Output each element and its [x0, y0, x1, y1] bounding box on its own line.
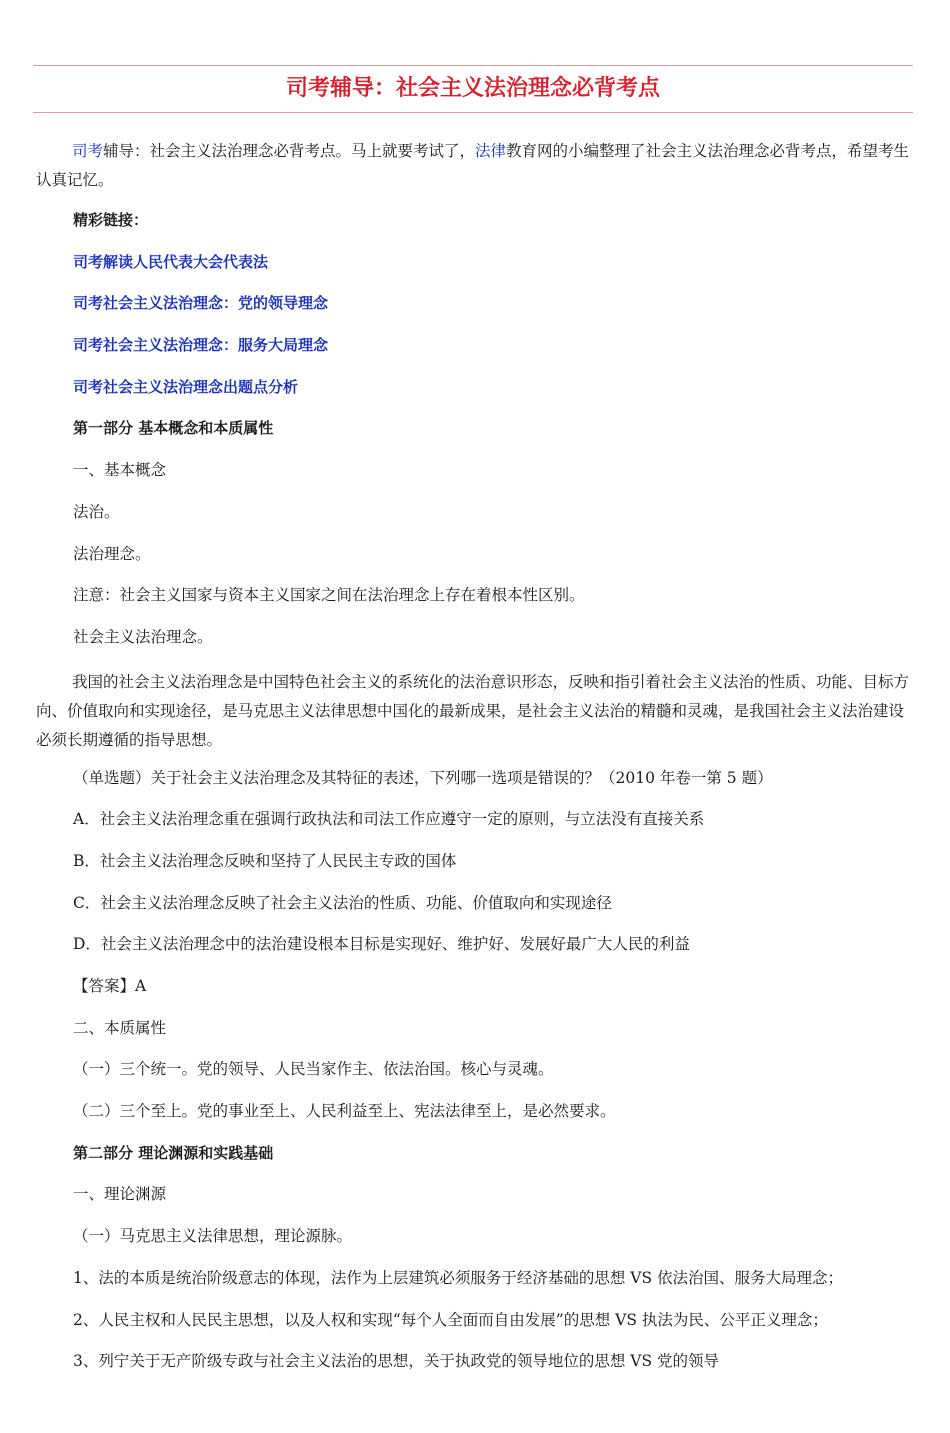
article-body: [36, 137, 912, 1392]
title-bottom-rule: [33, 112, 913, 113]
text-line: 注意：社会主义国家与资本主义国家之间在法治理念上存在着根本性区别。: [73, 586, 585, 605]
definition-paragraph: 我国的社会主义法治理念是中国特色社会主义的系统化的法治意识形态，反映和指引着社会主义法治的性质、功能、目标方向、价值取向和实现途径，是马克思主义法律思想中国化的最新成果，是社会主义法治的精髓和灵魂，是我国社会主义法治建设必须长期遵循的指导思想。: [36, 672, 910, 749]
page-title: 司考辅导：社会主义法治理念必背考点: [285, 76, 660, 101]
intro-link-sikao[interactable]: 司考: [72, 142, 104, 160]
section-heading: 二、本质属性: [73, 1018, 167, 1037]
section-heading: 一、理论渊源: [73, 1185, 167, 1204]
links-heading: 精彩链接：: [73, 211, 149, 229]
list-item: 1、法的本质是统治阶级意志的体现，法作为上层建筑必须服务于经济基础的思想 VS 依法治国、服务大局理念；: [73, 1268, 844, 1287]
option-b: B．社会主义法治理念反映和坚持了人民民主专政的国体: [73, 851, 457, 870]
list-item: 2、人民主权和人民民主思想，以及人权和实现“每个人全面而自由发展”的思想 VS 执法为民、公平正义理念；: [73, 1310, 828, 1329]
text-line: （二）三个至上。党的事业至上、人民利益至上、宪法法律至上，是必然要求。: [73, 1102, 616, 1121]
intro-text-1: 辅导：社会主义法治理念必背考点。马上就要考试了，: [103, 142, 476, 160]
part2-heading: 第二部分 理论渊源和实践基础: [73, 1143, 274, 1162]
option-d: D．社会主义法治理念中的法治建设根本目标是实现好、维护好、发展好最广大人民的利益: [73, 935, 690, 954]
related-link[interactable]: 司考社会主义法治理念：党的领导理念: [73, 294, 329, 313]
section-heading: 一、基本概念: [73, 461, 167, 480]
related-link[interactable]: 司考解读人民代表大会代表法: [73, 252, 269, 271]
text-line: 法治。: [73, 502, 120, 521]
answer-text: 【答案】A: [73, 977, 147, 995]
option-a: A．社会主义法治理念重在强调行政执法和司法工作应遵守一定的原则，与立法没有直接关系: [73, 810, 705, 829]
text-line: （一）三个统一。党的领导、人民当家作主、依法治国。核心与灵魂。: [73, 1060, 554, 1079]
intro-paragraph: [36, 137, 912, 195]
question-text: （单选题）关于社会主义法治理念及其特征的表述，下列哪一选项是错误的？（2010 年卷一第 5 题）: [73, 768, 773, 787]
related-link[interactable]: 司考社会主义法治理念出题点分析: [73, 377, 299, 396]
subsection-heading: （一）马克思主义法律思想，理论源脉。: [73, 1227, 353, 1246]
part1-heading: 第一部分 基本概念和本质属性: [73, 419, 274, 438]
option-c: C．社会主义法治理念反映了社会主义法治的性质、功能、价值取向和实现途径: [73, 893, 612, 912]
intro-text-2: 教育网的小编整理了社会主义法治理念必背考点，希望考生认真记忆。: [36, 142, 910, 189]
intro-link-falv[interactable]: 法律: [475, 142, 507, 160]
text-line: 社会主义法治理念。: [73, 627, 213, 646]
text-line: 法治理念。: [73, 544, 151, 563]
list-item: 3、列宁关于无产阶级专政与社会主义法治的思想，关于执政党的领导地位的思想 VS 党的领导: [73, 1352, 720, 1371]
related-link[interactable]: 司考社会主义法治理念：服务大局理念: [73, 336, 329, 355]
title-top-rule: [33, 65, 913, 66]
